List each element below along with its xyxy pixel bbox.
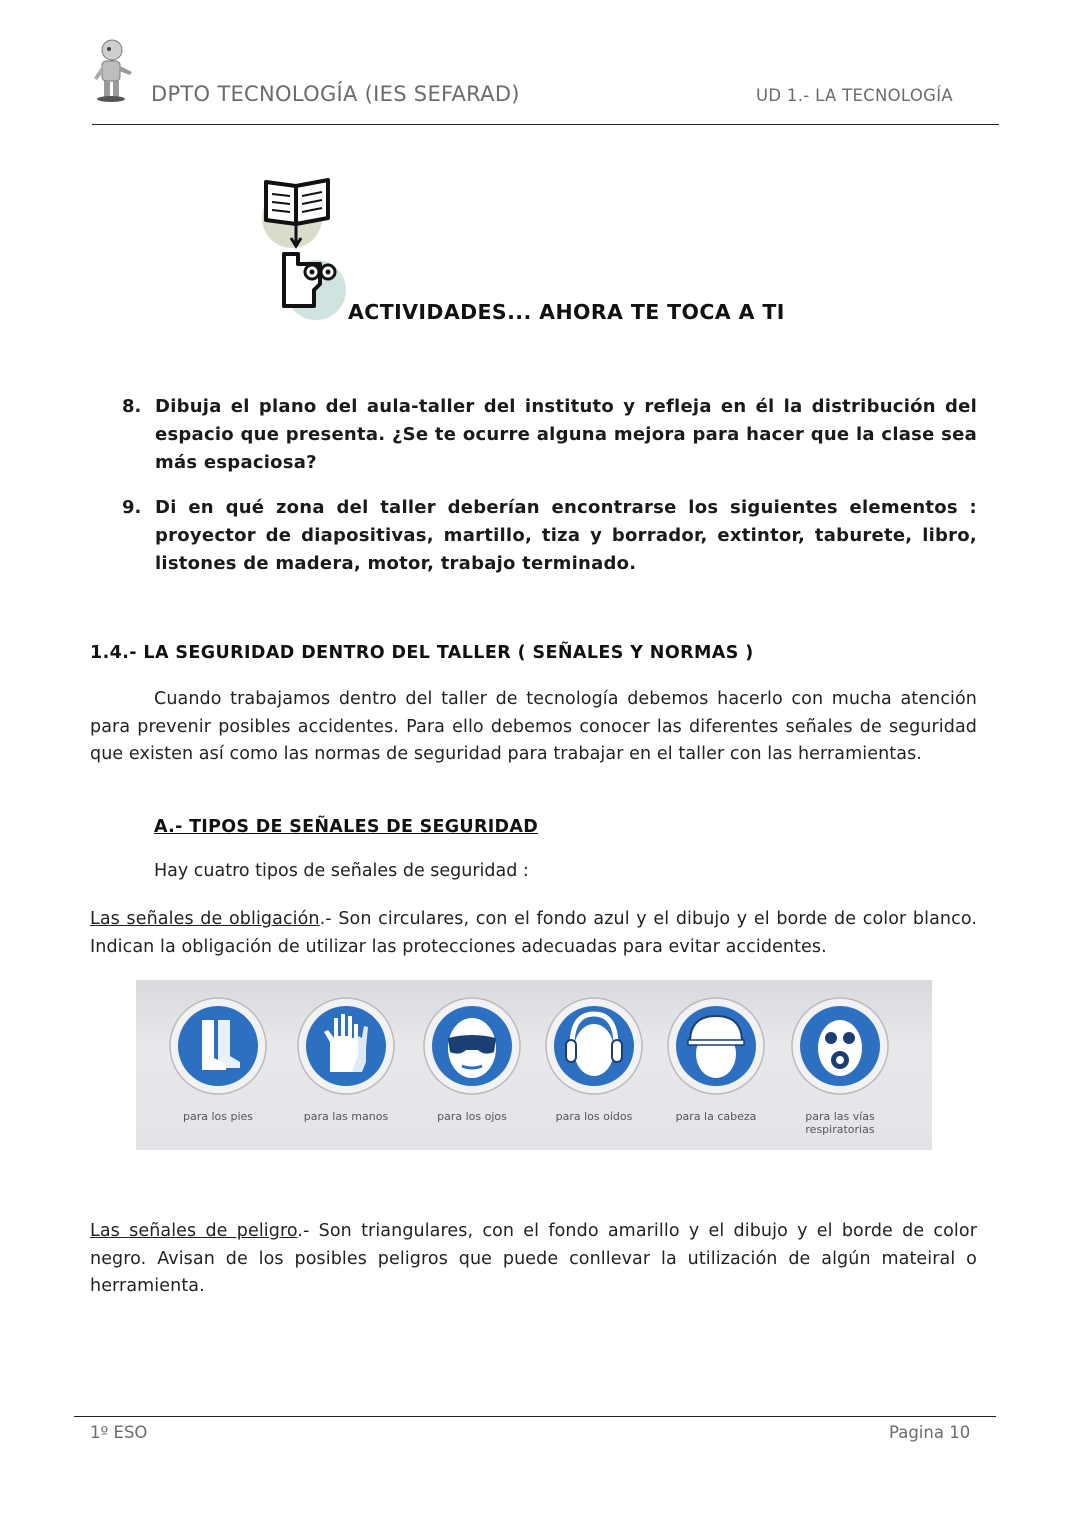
robot-logo-icon [86,38,134,104]
header-title: DPTO TECNOLOGÍA (IES SEFARAD) [151,82,520,106]
sign-item [666,996,766,1126]
activity-text: Dibuja el plano del aula-taller del instituto y refleja en él la distribución del espacio que presenta. ¿Se te ocurre alguna mejora para hacer que la clase sea más espaciosa? [155,396,977,473]
sign-item [544,996,644,1126]
footer-course: 1º ESO [90,1423,148,1442]
activity-item [122,494,977,578]
sign-label: para los pies [182,1110,254,1123]
sign-item [790,996,890,1136]
gloves-icon [296,996,396,1096]
sign-item [422,996,522,1126]
ear-protection-icon [544,996,644,1096]
respirator-icon [790,996,890,1096]
goggles-icon [422,996,522,1096]
section-intro: Cuando trabajamos dentro del taller de tecnología debemos hacerlo con mucha atención para prevenir posibles accidentes. Para ello debemos conocer las diferentes señales de seguridad que existen así como las normas de seguridad para trabajar en el taller con las herramientas. [90,689,977,764]
activity-text: Di en qué zona del taller deberían encontrarse los siguientes elementos : proyector de diapositivas, martillo, tiza y borrador, extintor, taburete, libro, listones de madera, motor, trabajo terminado. [155,497,977,574]
obligation-term: Las señales de obligación [90,909,320,929]
types-intro: Hay cuatro tipos de señales de seguridad : [154,861,529,881]
activity-number: 9. [122,497,142,518]
header-divider [92,124,999,125]
header-unit: UD 1.- LA TECNOLOGÍA [756,86,953,105]
sign-item [168,996,268,1126]
obligation-text: .- Son circulares, con el fondo azul y el dibujo y el borde de color blanco. Indican la obligación de utilizar las protecciones adecuadas para evitar accidentes. [90,909,977,957]
page-number: Pagina 10 [889,1423,971,1442]
activity-item [122,393,977,477]
danger-text: .- Son triangulares, con el fondo amarillo y el dibujo y el borde de color negro. Avisan de los posibles peligros que puede conllevar la utilización de algún mateiral o herramienta. [90,1221,977,1296]
sign-label: para los ojos [437,1110,507,1123]
book-activity-icon [258,174,350,324]
sign-item [296,996,396,1126]
sign-label: para las vías respiratorias [805,1110,875,1136]
danger-term: Las señales de peligro [90,1221,298,1241]
boots-icon [168,996,268,1096]
helmet-icon [666,996,766,1096]
sign-label: para los oídos [555,1110,633,1123]
subsection-title: A.- TIPOS DE SEÑALES DE SEGURIDAD [154,817,539,837]
obligation-paragraph [90,906,977,961]
sign-label: para las manos [303,1110,389,1123]
sign-label: para la cabeza [675,1110,757,1123]
activities-title: ACTIVIDADES... AHORA TE TOCA A TI [348,300,785,324]
obligation-signs-image [136,980,932,1150]
danger-paragraph [90,1218,977,1301]
activity-number: 8. [122,396,142,417]
footer-divider [74,1416,996,1417]
section-title: 1.4.- LA SEGURIDAD DENTRO DEL TALLER ( SEÑALES Y NORMAS ) [90,643,754,663]
